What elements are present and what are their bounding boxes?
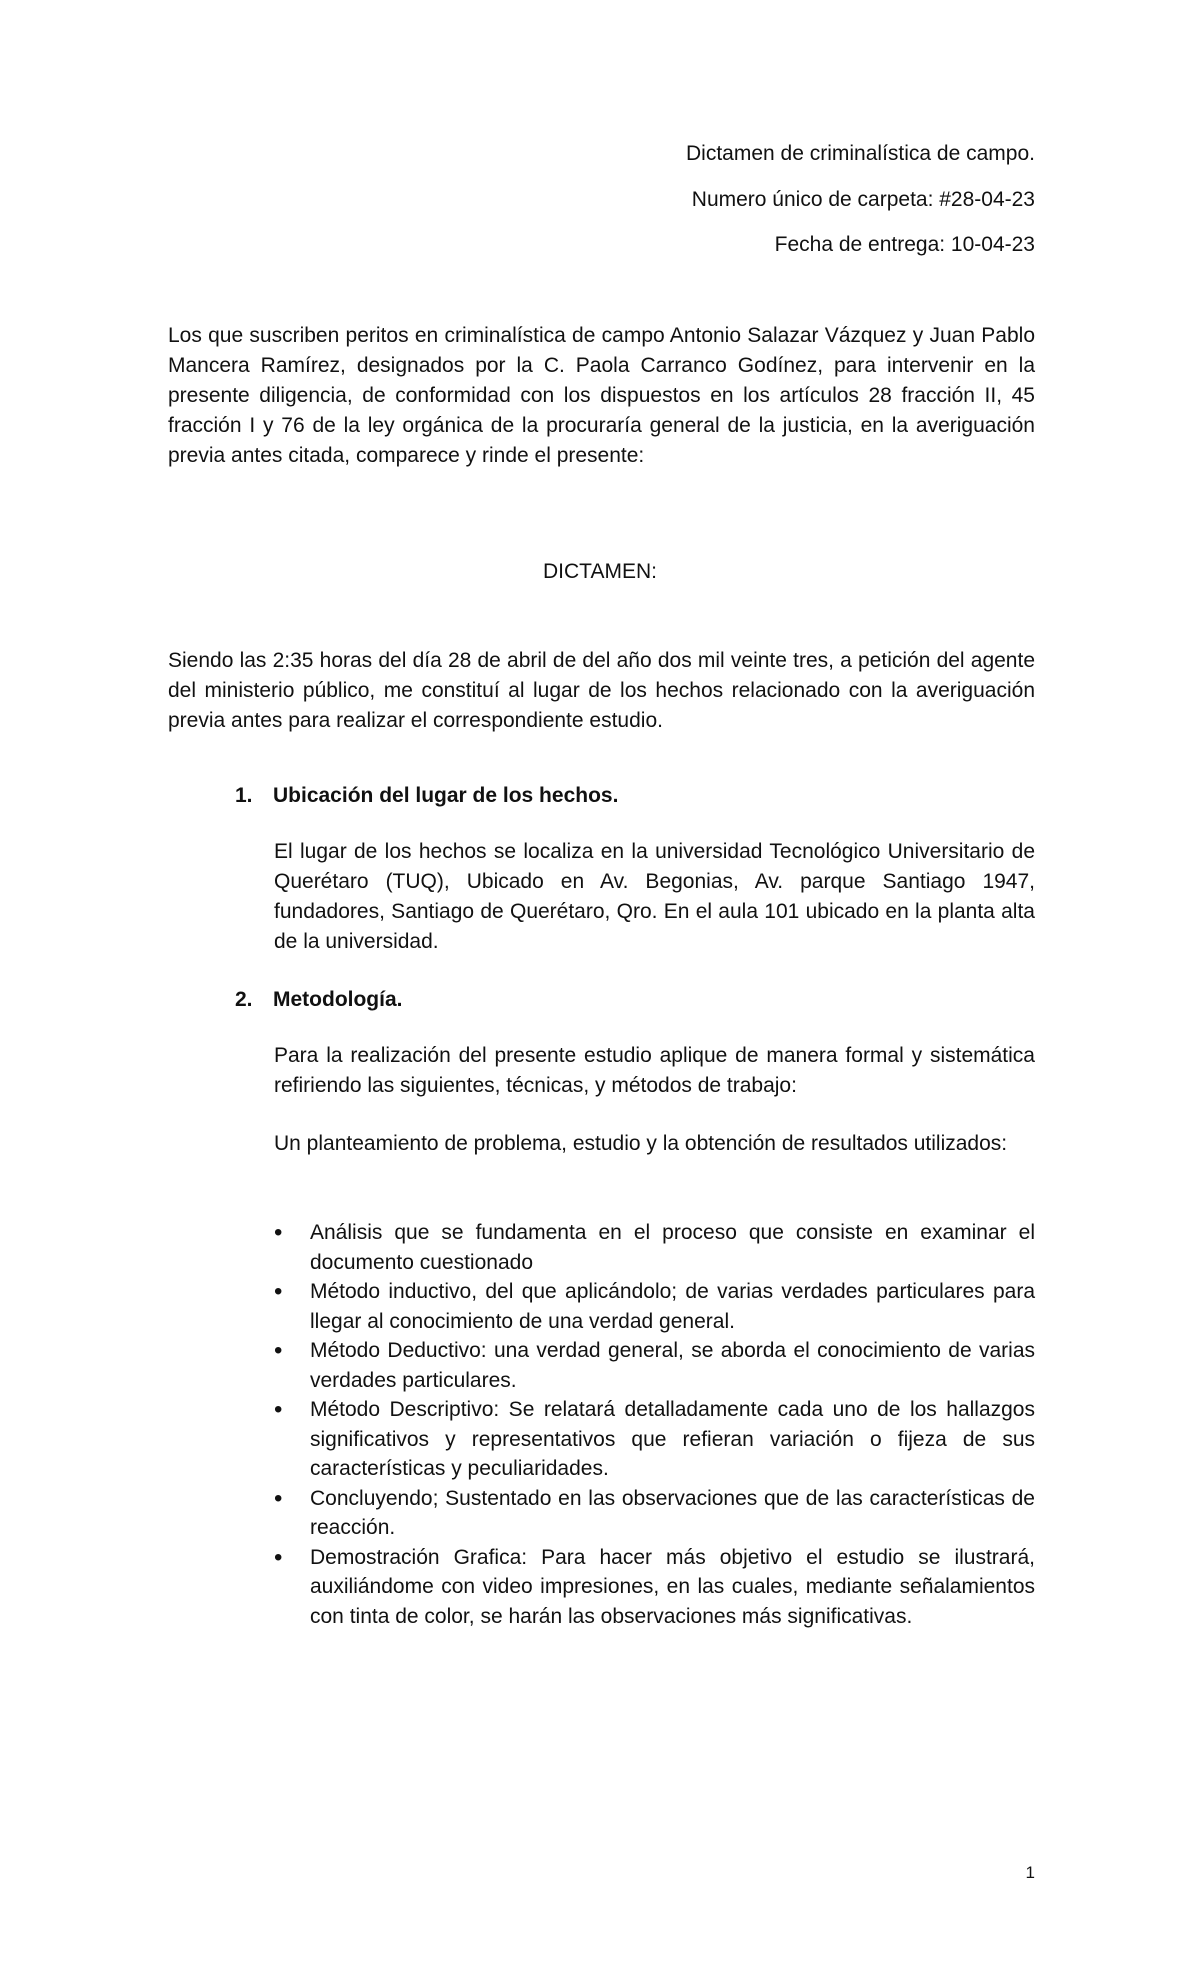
list-item: • Método inductivo, del que aplicándolo; de varias verdades particulares para llegar al conocimiento de una verdad general. xyxy=(274,1277,1035,1336)
section-1-title: Ubicación del lugar de los hechos. xyxy=(273,784,619,807)
list-item: • Concluyendo; Sustentado en las observaciones que de las características de reacción. xyxy=(274,1484,1035,1543)
list-item: • Demostración Grafica: Para hacer más objetivo el estudio se ilustrará, auxiliándome con video impresiones, en las cuales, mediante señalamientos con tinta de color, se harán las observaciones más significativas. xyxy=(274,1543,1035,1632)
list-item: • Método Deductivo: una verdad general, se aborda el conocimiento de varias verdades particulares. xyxy=(274,1336,1035,1395)
folder-number: Numero único de carpeta: #28-04-23 xyxy=(691,188,1035,211)
section-1-heading xyxy=(235,782,618,810)
section-1-paragraph: El lugar de los hechos se localiza en la universidad Tecnológico Universitario de Querétaro (TUQ), Ubicado en Av. Begonias, Av. parque Santiago 1947, fundadores, Santiago de Querétaro, Qro. En el aula 101 ubicado en la planta alta de la universidad. xyxy=(274,840,1035,953)
intro-paragraph: Los que suscriben peritos en criminalística de campo Antonio Salazar Vázquez y Juan Pablo Mancera Ramírez, designados por la C. Paola Carranco Godínez, para intervenir en la presente diligencia, de conformidad con los dispuestos en los artículos 28 fracción II, 45 fracción I y 76 de la ley orgánica de la procuraría general de la justicia, en la averiguación previa antes citada, comparece y rinde el presente: xyxy=(168,324,1035,467)
section-2-paragraph-2: Un planteamiento de problema, estudio y la obtención de resultados utilizados: xyxy=(274,1132,1008,1155)
list-item: • Análisis que se fundamenta en el proceso que consiste en examinar el documento cuestionado xyxy=(274,1218,1035,1277)
delivery-date: Fecha de entrega: 10-04-23 xyxy=(774,233,1035,256)
opening-paragraph: Siendo las 2:35 horas del día 28 de abril de del año dos mil veinte tres, a petición del agente del ministerio público, me constituí al lugar de los hechos relacionado con la averiguación previa antes para realizar el correspondiente estudio. xyxy=(168,649,1035,732)
methods-list xyxy=(274,1218,1035,1631)
section-2-paragraph-1: Para la realización del presente estudio aplique de manera formal y sistemática refiriendo las siguientes, técnicas, y métodos de trabajo: xyxy=(274,1044,1035,1097)
section-2-title: Metodología. xyxy=(273,988,403,1011)
page-number: 1 xyxy=(1025,1863,1035,1882)
section-1-number: 1. xyxy=(235,784,253,807)
dictamen-heading: DICTAMEN: xyxy=(543,560,657,583)
list-item: • Método Descriptivo: Se relatará detalladamente cada uno de los hallazgos significativos y representativos que refieran variación o fijeza de sus características y peculiaridades. xyxy=(274,1395,1035,1484)
section-2-heading xyxy=(235,986,403,1014)
document-title: Dictamen de criminalística de campo. xyxy=(686,142,1035,165)
section-2-number: 2. xyxy=(235,988,253,1011)
